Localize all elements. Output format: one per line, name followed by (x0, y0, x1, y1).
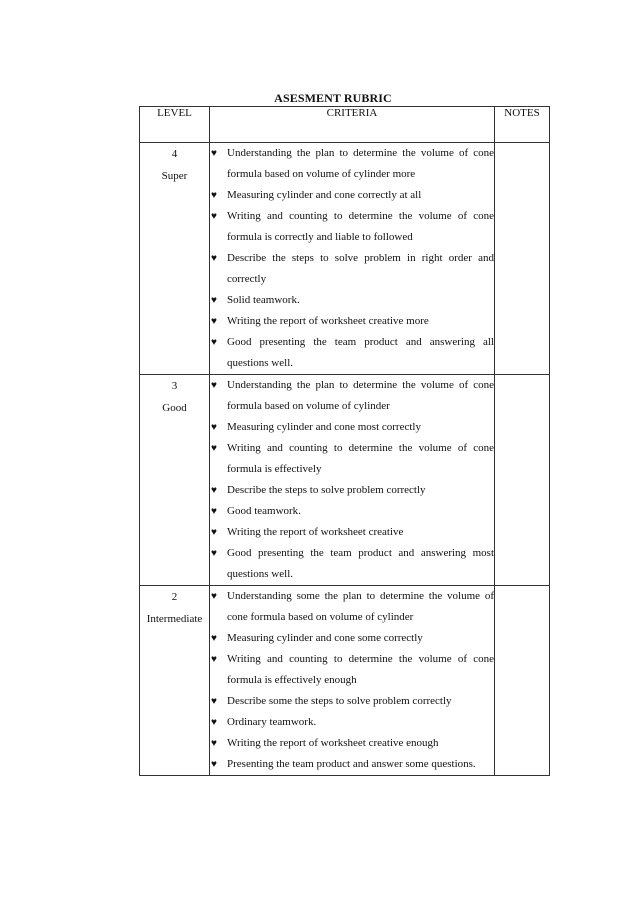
criteria-item (210, 522, 494, 543)
heart-bullet-icon: ♥ (211, 717, 217, 728)
heart-bullet-icon: ♥ (211, 591, 217, 602)
heart-bullet-icon: ♥ (211, 190, 217, 201)
criteria-text: Presenting the team product and answer some questions. (227, 758, 476, 770)
notes-cell (495, 375, 550, 586)
criteria-item (210, 375, 494, 417)
criteria-item (210, 649, 494, 691)
criteria-item (210, 332, 494, 374)
criteria-text: Describe the steps to solve problem correctly (227, 484, 426, 496)
notes-cell (495, 143, 550, 375)
criteria-list (210, 143, 494, 374)
criteria-item (210, 480, 494, 501)
criteria-item (210, 628, 494, 649)
criteria-item (210, 438, 494, 480)
criteria-text: Writing and counting to determine the volume of cone formula is effectively enough (227, 653, 494, 686)
heart-bullet-icon: ♥ (211, 548, 217, 559)
level-name: Good (162, 402, 187, 414)
rubric-table (139, 106, 550, 776)
criteria-list (210, 586, 494, 775)
level-cell (140, 586, 210, 776)
criteria-text: Describe some the steps to solve problem correctly (227, 695, 452, 707)
criteria-text: Solid teamwork. (227, 294, 300, 306)
heart-bullet-icon: ♥ (211, 527, 217, 538)
heart-bullet-icon: ♥ (211, 654, 217, 665)
heart-bullet-icon: ♥ (211, 211, 217, 222)
rubric-body (140, 143, 550, 776)
criteria-item (210, 543, 494, 585)
level-header: LEVEL (140, 107, 210, 143)
heart-bullet-icon: ♥ (211, 738, 217, 749)
criteria-text: Ordinary teamwork. (227, 716, 317, 728)
level-cell (140, 375, 210, 586)
level-name: Super (161, 170, 188, 182)
criteria-text: Understanding the plan to determine the volume of cone formula based on volume of cylinder more (227, 147, 494, 180)
criteria-item (210, 586, 494, 628)
criteria-item (210, 417, 494, 438)
criteria-cell (210, 586, 495, 776)
criteria-item (210, 185, 494, 206)
heart-bullet-icon: ♥ (211, 696, 217, 707)
criteria-text: Measuring cylinder and cone correctly at all (227, 189, 422, 201)
criteria-text: Writing the report of worksheet creative more (227, 315, 429, 327)
heart-bullet-icon: ♥ (211, 422, 217, 433)
criteria-item (210, 248, 494, 290)
heart-bullet-icon: ♥ (211, 506, 217, 517)
criteria-text: Writing the report of worksheet creative (227, 526, 404, 538)
level-score: 2 (171, 591, 178, 603)
heart-bullet-icon: ♥ (211, 633, 217, 644)
criteria-cell (210, 143, 495, 375)
rubric-title: ASESMENT RUBRIC (274, 91, 392, 105)
header-row (140, 107, 550, 143)
heart-bullet-icon: ♥ (211, 148, 217, 159)
criteria-text: Good teamwork. (227, 505, 301, 517)
criteria-item (210, 206, 494, 248)
criteria-text: Writing and counting to determine the volume of cone formula is effectively (227, 442, 494, 475)
level-name: Intermediate (146, 613, 203, 625)
level-score: 4 (171, 148, 178, 160)
heart-bullet-icon: ♥ (211, 380, 217, 391)
criteria-cell (210, 375, 495, 586)
criteria-text: Describe the steps to solve problem in right order and correctly (227, 252, 494, 285)
rubric-row (140, 143, 550, 375)
criteria-text: Measuring cylinder and cone most correctly (227, 421, 421, 433)
heart-bullet-icon: ♥ (211, 316, 217, 327)
rubric-row (140, 375, 550, 586)
heart-bullet-icon: ♥ (211, 295, 217, 306)
criteria-text: Understanding the plan to determine the volume of cone formula based on volume of cylinder (227, 379, 494, 412)
heart-bullet-icon: ♥ (211, 759, 217, 770)
criteria-item (210, 691, 494, 712)
criteria-item (210, 754, 494, 775)
heart-bullet-icon: ♥ (211, 443, 217, 454)
heart-bullet-icon: ♥ (211, 253, 217, 264)
criteria-header: CRITERIA (210, 107, 495, 143)
criteria-list (210, 375, 494, 585)
heart-bullet-icon: ♥ (211, 485, 217, 496)
rubric-row (140, 586, 550, 776)
heart-bullet-icon: ♥ (211, 337, 217, 348)
level-cell (140, 143, 210, 375)
criteria-item (210, 311, 494, 332)
criteria-item (210, 143, 494, 185)
criteria-text: Understanding some the plan to determine the volume of cone formula based on volume of cylinder (227, 590, 494, 623)
level-score: 3 (171, 380, 178, 392)
criteria-text: Measuring cylinder and cone some correctly (227, 632, 423, 644)
criteria-item (210, 501, 494, 522)
criteria-item (210, 290, 494, 311)
criteria-text: Good presenting the team product and answering all questions well. (227, 336, 494, 369)
criteria-text: Writing the report of worksheet creative enough (227, 737, 439, 749)
criteria-item (210, 712, 494, 733)
notes-header: NOTES (495, 107, 550, 143)
criteria-text: Good presenting the team product and answering most questions well. (227, 547, 494, 580)
criteria-text: Writing and counting to determine the volume of cone formula is correctly and liable to followed (227, 210, 494, 243)
notes-cell (495, 586, 550, 776)
criteria-item (210, 733, 494, 754)
